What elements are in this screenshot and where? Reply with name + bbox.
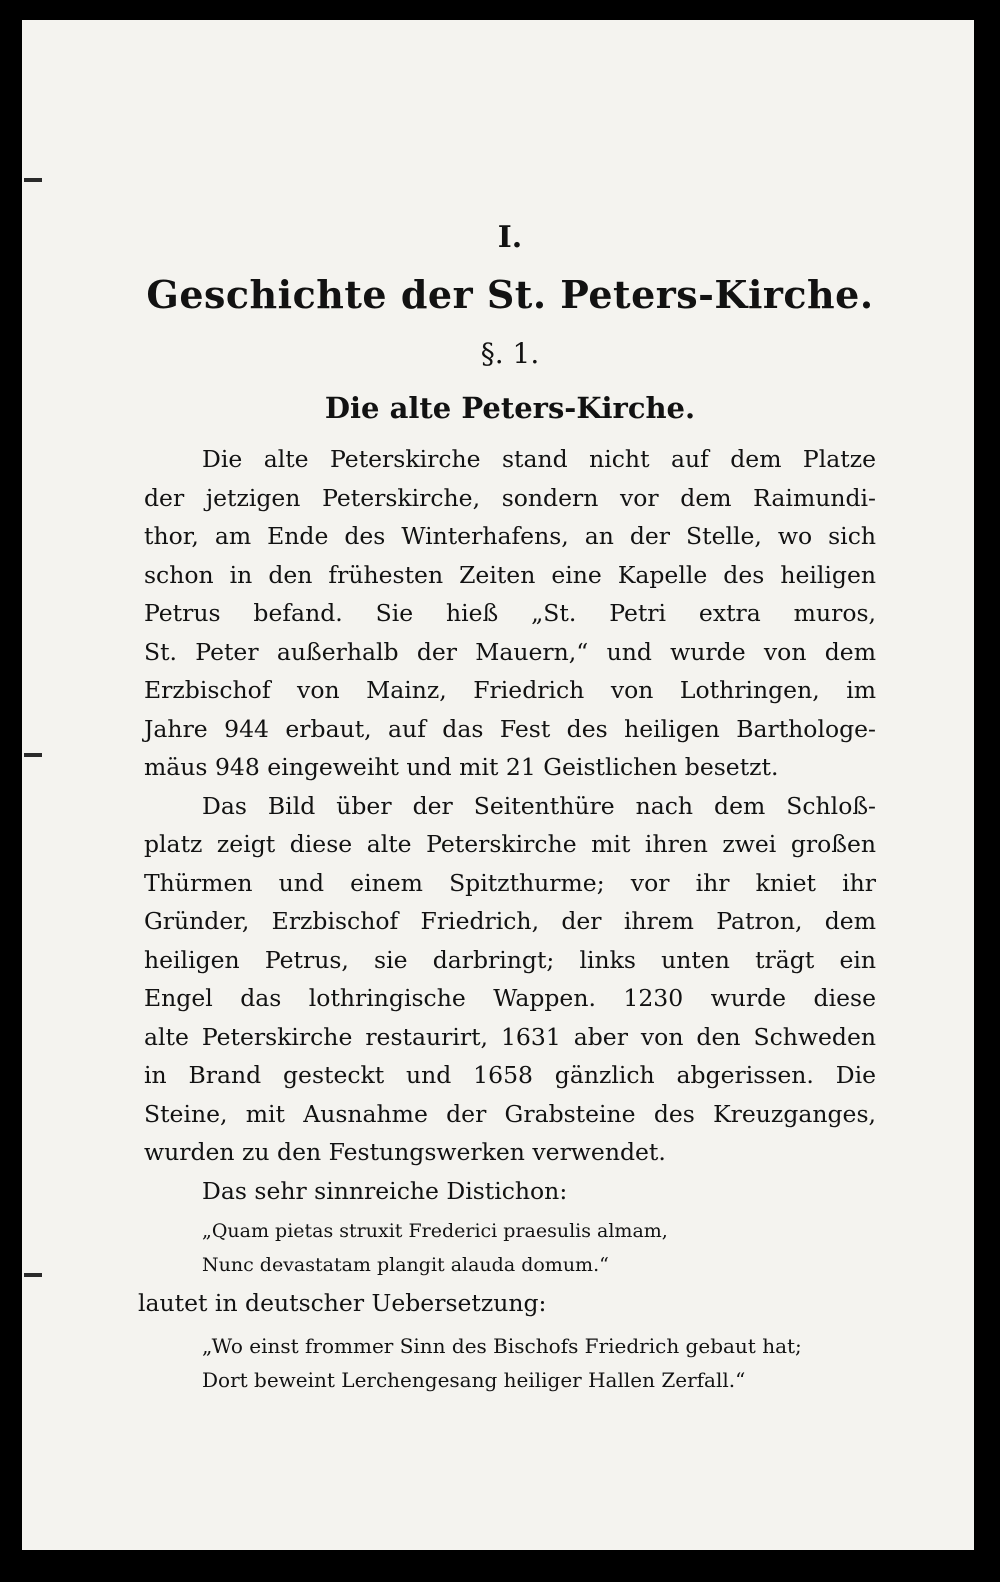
translation-intro: lautet in deutscher Uebersetzung: (138, 1289, 547, 1317)
chapter-number: I. (497, 220, 523, 255)
text-line: in Brand gesteckt und 1658 gänzlich abgerissen. Die (144, 1061, 876, 1089)
verse-line: „Wo einst frommer Sinn des Bischofs Friedrich gebaut hat; (202, 1333, 802, 1358)
verse-line: Dort beweint Lerchengesang heiliger Hallen Zerfall.“ (202, 1367, 746, 1392)
german-verse (202, 1329, 876, 1397)
verse-line: „Quam pietas struxit Frederici praesulis almam, (202, 1220, 668, 1242)
latin-verse (144, 1214, 876, 1282)
section-number: §. 1. (480, 337, 540, 370)
scan-edge-mark (24, 1273, 42, 1277)
text-line: platz zeigt diese alte Peterskirche mit ihren zwei großen (144, 830, 876, 858)
text-line: mäus 948 eingeweiht und mit 21 Geistlichen besetzt. (144, 753, 779, 781)
text-line: der jetzigen Peterskirche, sondern vor dem Raimundi- (144, 483, 876, 512)
section-title: Die alte Peters-Kirche. (324, 391, 696, 425)
verse-line: Nunc devastatam plangit alauda domum.“ (202, 1254, 609, 1276)
text-line: Die alte Peterskirche stand nicht auf dem Platze (202, 445, 876, 473)
text-line: Petrus befand. Sie hieß „St. Petri extra muros, (144, 599, 876, 627)
chapter-title: Geschichte der St. Peters-Kirche. (146, 272, 874, 317)
page-text (138, 218, 876, 1397)
distichon-intro: Das sehr sinnreiche Distichon: (202, 1176, 568, 1205)
text-line: Steine, mit Ausnahme der Grabsteine des Kreuzganges, (144, 1099, 876, 1128)
text-line: St. Peter außerhalb der Mauern,“ und wurde von dem (144, 637, 876, 666)
paragraph-2 (144, 787, 876, 1172)
paragraph-1 (144, 440, 876, 787)
text-line: Erzbischof von Mainz, Friedrich von Lothringen, im (144, 676, 876, 704)
scan-edge-mark (24, 753, 42, 757)
text-line: wurden zu den Festungswerken verwendet. (144, 1138, 666, 1166)
book-page (22, 20, 974, 1550)
text-line: alte Peterskirche restaurirt, 1631 aber von den Schweden (144, 1022, 876, 1051)
text-line: heiligen Petrus, sie darbringt; links unten trägt ein (144, 945, 876, 974)
text-line: thor, am Ende des Winterhafens, an der Stelle, wo sich (144, 522, 876, 550)
text-line: Jahre 944 erbaut, auf das Fest des heiligen Barthologe- (144, 714, 876, 743)
text-line: Das Bild über der Seitenthüre nach dem Schloß- (202, 791, 876, 820)
text-line: Gründer, Erzbischof Friedrich, der ihrem Patron, dem (144, 907, 876, 935)
scan-edge-mark (24, 178, 42, 182)
text-line: Engel das lothringische Wappen. 1230 wurde diese (144, 984, 876, 1012)
text-line: Thürmen und einem Spitzthurme; vor ihr kniet ihr (144, 868, 876, 897)
text-line: schon in den frühesten Zeiten eine Kapelle des heiligen (144, 560, 876, 589)
